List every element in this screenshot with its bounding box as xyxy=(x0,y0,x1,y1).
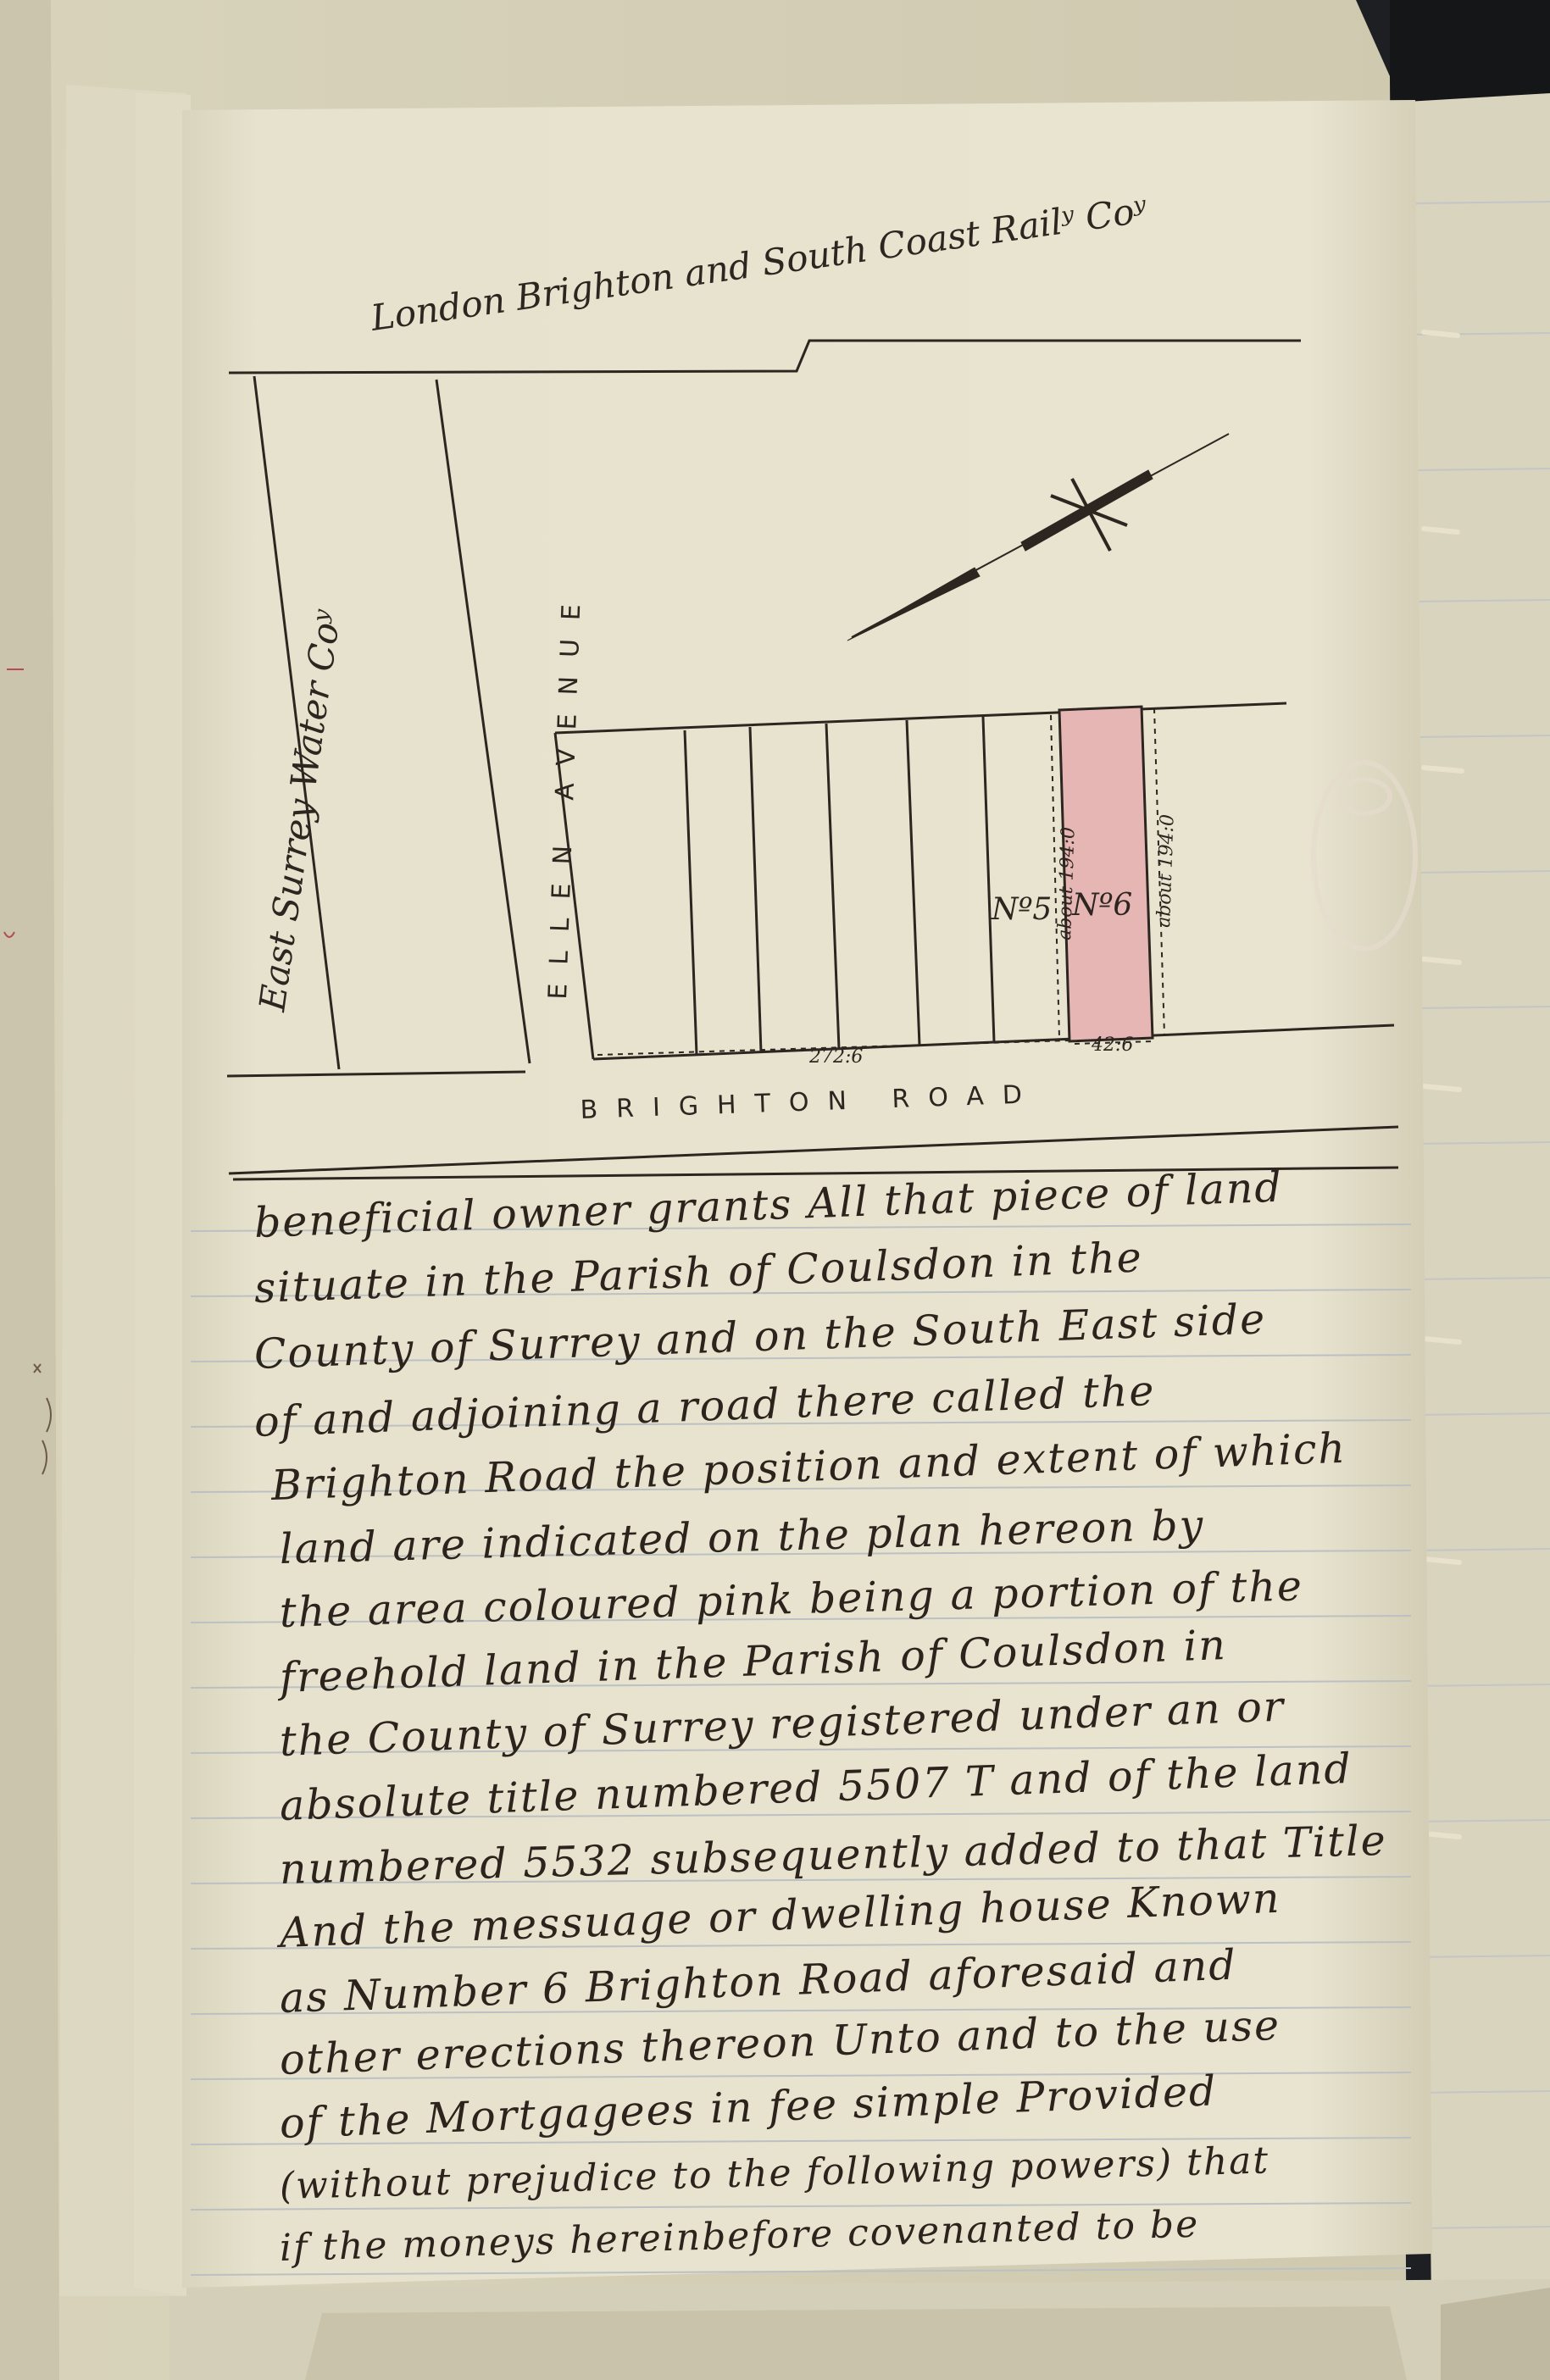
deed-line: of and adjoining a road there called the xyxy=(253,1366,1157,1446)
deed-line: as Number 6 Brighton Road aforesaid and xyxy=(279,1940,1238,2022)
plot-no6-label: Nº6 xyxy=(1072,888,1133,923)
brighton-road-label: BRIGHTON ROAD xyxy=(580,1079,1042,1125)
frontage-total-label: 272:6 xyxy=(809,1046,864,1068)
deed-line: And the messuage or dwelling house Known xyxy=(279,1873,1282,1957)
deed-line: if the moneys hereinbefore covenanted to be xyxy=(279,2202,1200,2270)
railway-company-label: London Brighton and South Coast Railʸ Coʸ xyxy=(368,188,1150,339)
deed-line: the County of Surrey registered under an or xyxy=(279,1682,1286,1766)
deed-line: land are indicated on the plan hereon by xyxy=(279,1501,1206,1573)
deed-line: other erections thereon Unto and to the use xyxy=(279,2000,1281,2084)
plot-no5-label: Nº5 xyxy=(992,892,1053,927)
deed-line: freehold land in the Parish of Coulsdon in xyxy=(279,1620,1228,1702)
depth-label-left: about 194:0 xyxy=(1054,826,1080,941)
depth-label-right: about 194:0 xyxy=(1153,813,1179,929)
frontage-plot-label: 42:6 xyxy=(1092,1035,1134,1056)
water-company-label: East Surrey Water Coʸ xyxy=(251,607,349,1014)
deed-line: of the Mortgagees in fee simple Provided xyxy=(279,2067,1219,2148)
deed-line: absolute title numbered 5507 T and of the land xyxy=(279,1744,1353,1830)
deed-line: situate in the Parish of Coulsdon in the xyxy=(253,1233,1144,1312)
deed-line: beneficial owner grants All that piece of land xyxy=(253,1162,1284,1247)
deed-line: County of Surrey and on the South East side xyxy=(253,1295,1267,1379)
ellen-avenue-label: ELLEN AVENUE xyxy=(543,585,588,1001)
deed-line: numbered 5532 subsequently added to that Title xyxy=(279,1816,1388,1894)
deed-line: the area coloured pink being a portion of the xyxy=(279,1562,1304,1637)
deed-line: Brighton Road the position and extent of which xyxy=(270,1423,1347,1510)
deed-line: (without prejudice to the following powers) that xyxy=(279,2139,1270,2208)
